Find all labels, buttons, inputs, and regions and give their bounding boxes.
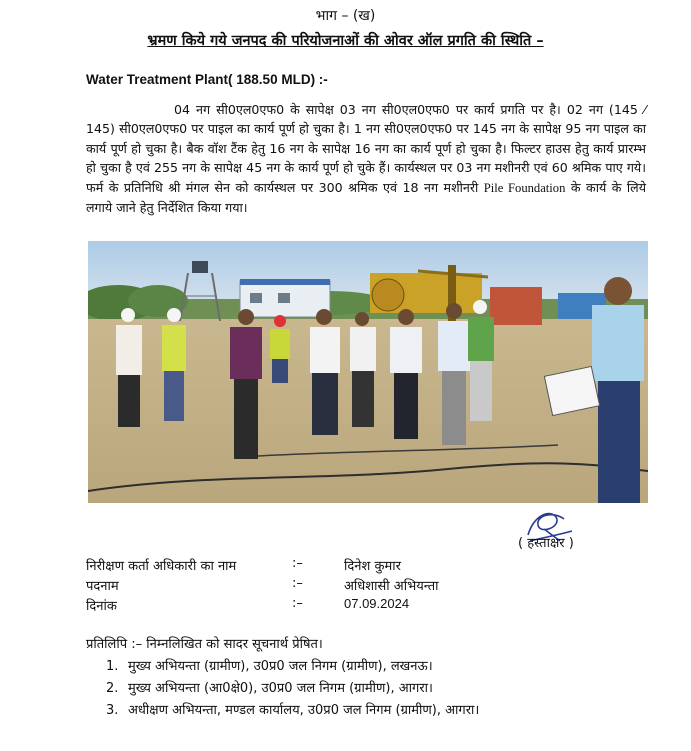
list-item-text: मुख्य अभियन्ता (आ0क्षे0), उ0प्र0 जल निगम (ग्रामीण), आगरा। xyxy=(128,681,433,696)
list-item-number: 1. xyxy=(106,659,119,674)
designation-label: पदनाम xyxy=(86,579,119,594)
inspector-name-label: निरीक्षण कर्ता अधिकारी का नाम xyxy=(86,559,237,574)
paragraph-pile-foundation: Pile Foundation xyxy=(483,180,566,195)
list-item xyxy=(106,700,479,722)
list-item-number: 3. xyxy=(106,703,119,718)
copy-to-list xyxy=(106,656,479,722)
designation-sep: :– xyxy=(292,576,303,591)
date-label: दिनांक xyxy=(86,599,117,614)
list-item-text: मुख्य अभियन्ता (ग्रामीण), उ0प्र0 जल निगम (ग्रामीण), लखनऊ। xyxy=(128,659,433,674)
signature-label: ( हस्ताक्षर ) xyxy=(518,536,574,551)
part-heading: भाग – (ख) xyxy=(315,8,376,24)
list-item-number: 2. xyxy=(106,681,119,696)
section-title: Water Treatment Plant( 188.50 MLD) :- xyxy=(86,72,328,87)
inspector-name-sep: :– xyxy=(292,556,303,571)
date-value: 07.09.2024 xyxy=(344,596,410,611)
page-title: भ्रमण किये गये जनपद की परियोजनाओं की ओवर ऑल प्रगति की स्थिति – xyxy=(147,33,544,49)
site-inspection-photo xyxy=(88,241,648,503)
date-sep: :– xyxy=(292,596,303,611)
list-item-text: अधीक्षण अभियन्ता, मण्डल कार्यालय, उ0प्र0 जल निगम (ग्रामीण), आगरा। xyxy=(128,703,480,718)
designation-value: अधिशासी अभियन्ता xyxy=(344,579,439,594)
paragraph-text-2: के कार्य के लिये लगाये जाने हेतु निर्देशित किया गया। xyxy=(86,179,646,216)
inspector-name-value: दिनेश कुमार xyxy=(344,559,401,574)
paragraph-text-1: 04 नग सी0एल0एफ0 के सापेक्ष 03 नग सी0एल0एफ0 पर कार्य प्रगति पर है। 02 नग (145 ⁄ 145) सी0एल0एफ0 पर पाइल का कार्य पूर्ण हो चुका है। 1 नग सी0एल0एफ0 पर 145 नग के सापेक्ष 95 नग पाइल का कार्य पूर्ण हो चुका है। बैक वॉश टैंक हेतु 16 नग के सापेक्ष 16 नग का कार्य पूर्ण हो चुका है। फिल्टर हाउस हेतु कार्य प्रारम्भ हो चुका है एवं 255 नग के सापेक्ष 45 नग के कार्य पूर्ण हो चुके हैं। कार्यस्थल पर 03 नग मशीनरी एवं 60 श्रमिक पाए गये। फर्म के प्रतिनिधि श्री मंगल सेन को कार्यस्थल पर 300 श्रमिक एवं 18 नग मशीनरी xyxy=(86,102,646,195)
progress-paragraph xyxy=(86,100,646,217)
copy-to-heading: प्रतिलिपि :– निम्नलिखित को सादर सूचनार्थ प्रेषित। xyxy=(86,637,323,652)
list-item xyxy=(106,678,479,700)
list-item xyxy=(106,656,479,678)
